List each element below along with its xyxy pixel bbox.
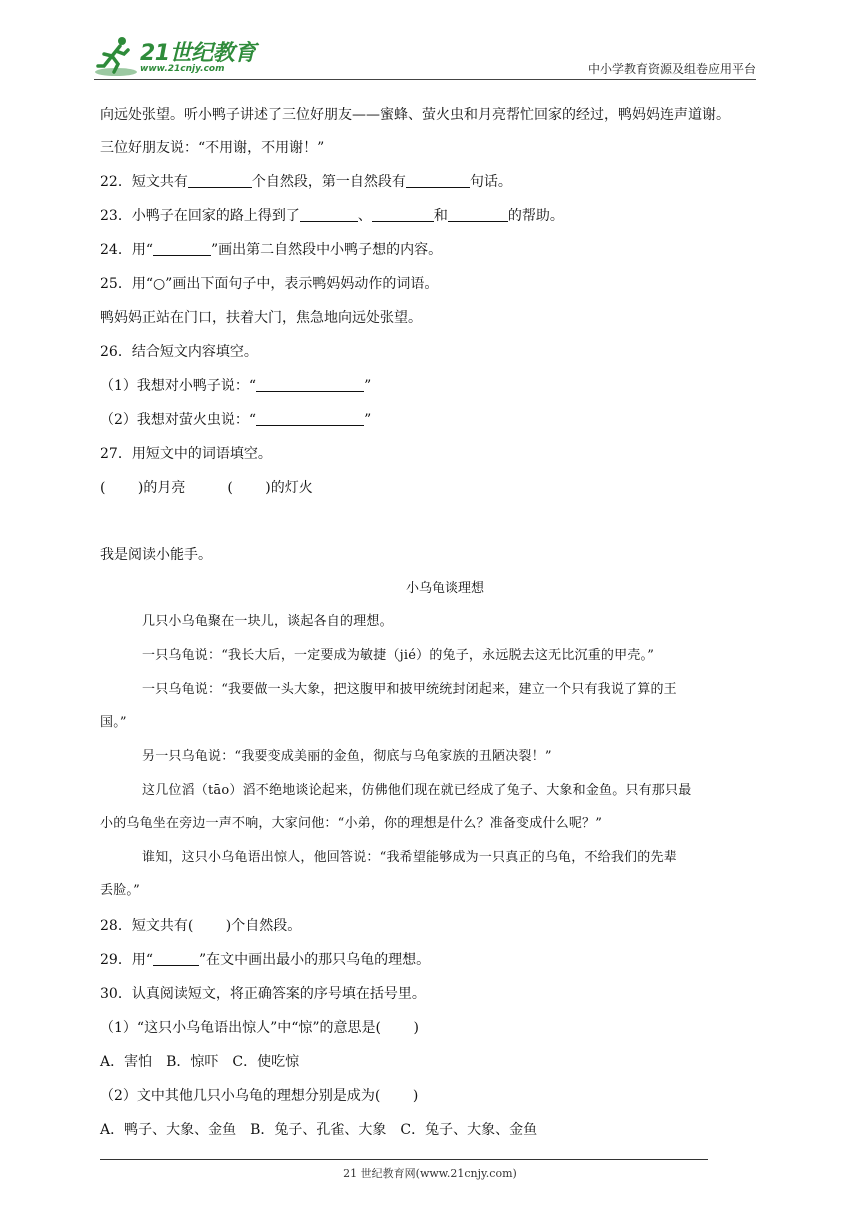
- passage-paragraph: 一只乌龟说：“我要做一头大象，把这腹甲和披甲统统封闭起来，建立一个只有我说了算的王: [142, 682, 677, 697]
- answer-blank[interactable]: [406, 173, 470, 188]
- question-30-2-options: A．鸭子、大象、金鱼 B．兔子、孔雀、大象 C．兔子、大象、金鱼: [100, 1122, 538, 1138]
- q23-text: 的帮助。: [507, 208, 564, 224]
- q22-text: 22．短文共有: [100, 174, 188, 190]
- logo-text: 21世纪教育: [140, 41, 256, 66]
- q23-text: 和: [433, 208, 448, 224]
- passage-paragraph: 另一只乌龟说：“我要变成美丽的金鱼，彻底与乌龟家族的丑陋决裂！”: [142, 749, 552, 764]
- section-intro: 我是阅读小能手。: [100, 547, 212, 563]
- logo-url: www.21cnjy.com: [140, 64, 225, 74]
- page-header: [0, 0, 860, 90]
- question-25: 25．用“○”画出下面句子中，表示鸭妈妈动作的词语。: [100, 276, 439, 292]
- answer-blank[interactable]: [188, 173, 252, 188]
- q22-text: 句话。: [469, 174, 512, 190]
- question-28: 28．短文共有( )个自然段。: [100, 918, 302, 934]
- passage-paragraph: 几只小乌龟聚在一块儿，谈起各自的理想。: [142, 614, 393, 629]
- footer-divider: [100, 1159, 708, 1160]
- question-26-1: [100, 376, 371, 396]
- platform-name: 中小学教育资源及组卷应用平台: [587, 62, 756, 76]
- passage-paragraph: 谁知，这只小乌龟语出惊人，他回答说：“我希望能够成为一只真正的乌龟，不给我们的先辈: [142, 850, 677, 865]
- question-27: 27．用短文中的词语填空。: [100, 446, 272, 462]
- answer-blank[interactable]: [448, 207, 508, 222]
- running-man-icon: [94, 34, 140, 78]
- q29-text: ”在文中画出最小的那只乌龟的理想。: [198, 952, 431, 968]
- answer-blank[interactable]: [256, 411, 364, 426]
- q29-text: 29．用“: [100, 952, 153, 968]
- question-24: [100, 240, 442, 260]
- question-30: 30．认真阅读短文，将正确答案的序号填在括号里。: [100, 986, 426, 1002]
- question-30-1: （1）“这只小乌龟语出惊人”中“惊”的意思是( ): [100, 1020, 419, 1036]
- answer-blank[interactable]: [256, 377, 364, 392]
- q22-text: 个自然段，第一自然段有: [251, 174, 406, 190]
- q23-text: 、: [357, 208, 372, 224]
- q26-1-text: ”: [364, 378, 372, 394]
- passage-paragraph: 国。”: [100, 715, 127, 730]
- question-22: [100, 172, 512, 192]
- question-27-blanks: ( )的月亮 ( )的灯火: [100, 480, 313, 496]
- q23-text: 23．小鸭子在回家的路上得到了: [100, 208, 300, 224]
- passage-line: 三位好朋友说：“不用谢，不用谢！”: [100, 140, 325, 156]
- passage-paragraph: 丢脸。”: [100, 883, 140, 898]
- question-26: 26．结合短文内容填空。: [100, 344, 258, 360]
- q26-1-text: （1）我想对小鸭子说：“: [100, 378, 257, 394]
- passage-line: 向远处张望。听小鸭子讲述了三位好朋友——蜜蜂、萤火虫和月亮帮忙回家的经过，鸭妈妈连声道谢。: [100, 107, 730, 123]
- header-divider: [94, 79, 756, 80]
- passage-paragraph: 小的乌龟坐在旁边一声不响，大家问他：“小弟，你的理想是什么？准备变成什么呢？”: [100, 816, 603, 831]
- answer-blank[interactable]: [372, 207, 434, 222]
- question-30-1-options: A．害怕 B．惊吓 C．使吃惊: [100, 1054, 300, 1070]
- passage-title: 小乌龟谈理想: [406, 581, 485, 596]
- passage-paragraph: 这几位滔（tāo）滔不绝地谈论起来，仿佛他们现在就已经成了兔子、大象和金鱼。只有那只最: [142, 783, 692, 798]
- answer-blank[interactable]: [300, 207, 358, 222]
- q26-2-text: （2）我想对萤火虫说：“: [100, 412, 257, 428]
- underline-mark: [153, 951, 199, 966]
- question-29: [100, 950, 430, 970]
- q24-text: ”画出第二自然段中小鸭子想的内容。: [210, 242, 443, 258]
- q24-text: 24．用“: [100, 242, 153, 258]
- underline-mark: [153, 241, 211, 256]
- passage-paragraph: 一只乌龟说：“我长大后，一定要成为敏捷（jié）的兔子，永远脱去这无比沉重的甲壳。”: [142, 648, 655, 663]
- question-23: [100, 206, 564, 226]
- site-logo: [94, 34, 264, 80]
- q26-2-text: ”: [364, 412, 372, 428]
- question-26-2: [100, 410, 371, 430]
- question-30-2: （2）文中其他几只小乌龟的理想分别是成为( ): [100, 1088, 419, 1104]
- page-footer: 21 世纪教育网(www.21cnjy.com): [343, 1167, 517, 1180]
- question-25-sentence: 鸭妈妈正站在门口，扶着大门，焦急地向远处张望。: [100, 310, 422, 326]
